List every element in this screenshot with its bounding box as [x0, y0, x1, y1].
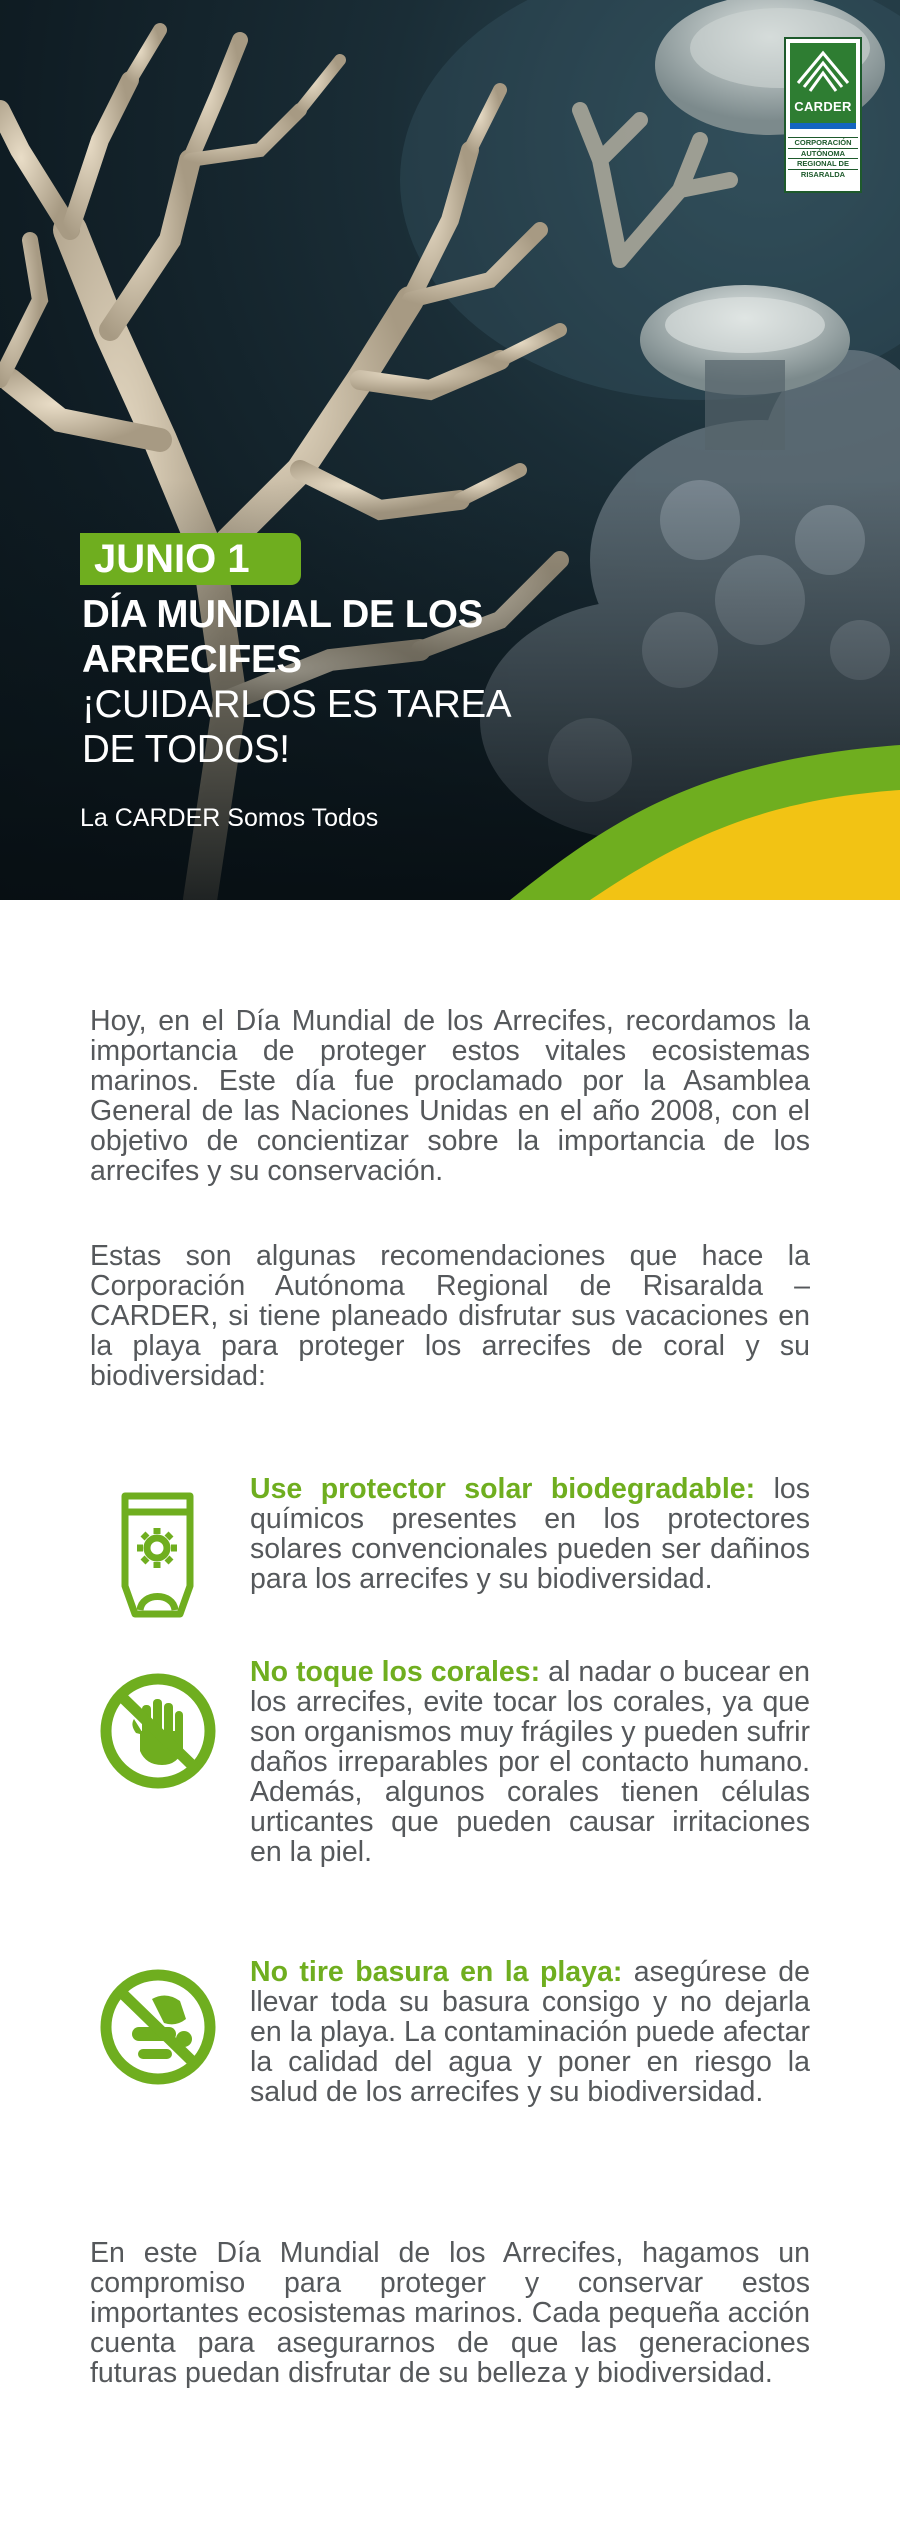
headline — [82, 592, 562, 772]
recommendation-title: Use protector solar biodegradable: — [250, 1473, 756, 1505]
recommendations-intro: Estas son algunas recomendaciones que hace la Corporación Autónoma Regional de Risaralda – CARDER, si tiene planeado disfrutar sus vacaciones en la playa para proteger los arrecifes de coral y su biodiversidad: — [90, 1240, 810, 1392]
logo-subtitle — [788, 137, 858, 179]
logo-subtitle-line: REGIONAL DE — [788, 158, 858, 169]
recommendation-body: al nadar o bucear en los arrecifes, evite tocar los corales, ya que son organismos muy frágiles y pueden sufrir daños irreparables por el contacto humano. Además, algunos corales tienen células urticantes que pueden causar irritaciones en la piel. — [250, 1656, 810, 1868]
sunscreen-tube-icon — [90, 1486, 225, 1626]
recommendation-text — [250, 1657, 810, 1867]
hero-banner — [0, 0, 900, 900]
logo-subtitle-line: AUTÓNOMA — [788, 148, 858, 159]
headline-title: DÍA MUNDIAL DE LOS ARRECIFES — [82, 593, 483, 681]
logo-subtitle-line: RISARALDA — [788, 169, 858, 180]
no-littering-icon — [90, 1957, 225, 2097]
carder-logo — [784, 37, 862, 193]
recommendation-text — [250, 1957, 810, 2107]
logo-wordmark: CARDER — [794, 99, 852, 114]
closing-paragraph: En este Día Mundial de los Arrecifes, hagamos un compromiso para proteger y conservar estos importantes ecosistemas marinos. Cada pequeña acción cuenta para asegurarnos de que las generaciones futuras puedan disfrutar de su belleza y biodiversidad. — [90, 2237, 810, 2389]
carder-logo-mark-icon — [790, 43, 856, 133]
recommendation-title: No tire basura en la playa: — [250, 1956, 623, 1988]
recommendation-body: asegúrese de llevar toda su basura consigo y no dejarla en la playa. La contaminación puede afectar la calidad del agua y poner en riesgo la salud de los arrecifes y su biodiversidad. — [250, 1956, 811, 2108]
date-badge: JUNIO 1 — [80, 533, 301, 585]
recommendation-text — [250, 1474, 810, 1594]
recommendation-title: No toque los corales: — [250, 1656, 541, 1688]
headline-subtitle: ¡CUIDARLOS ES TAREA DE TODOS! — [82, 683, 510, 771]
intro-paragraph: Hoy, en el Día Mundial de los Arrecifes, recordamos la importancia de proteger estos vitales ecosistemas marinos. Este día fue proclamado por la Asamblea General de las Naciones Unidas en el año 2008, con el objetivo de concientizar sobre la importancia de los arrecifes y su conservación. — [90, 1005, 810, 1187]
tagline: La CARDER Somos Todos — [80, 804, 379, 832]
no-touch-hand-icon — [90, 1661, 225, 1801]
logo-subtitle-line: CORPORACIÓN — [788, 137, 858, 148]
recommendation-body: los químicos presentes en los protectores solares convencionales pueden ser dañinos para los arrecifes y su biodiversidad. — [250, 1473, 810, 1595]
